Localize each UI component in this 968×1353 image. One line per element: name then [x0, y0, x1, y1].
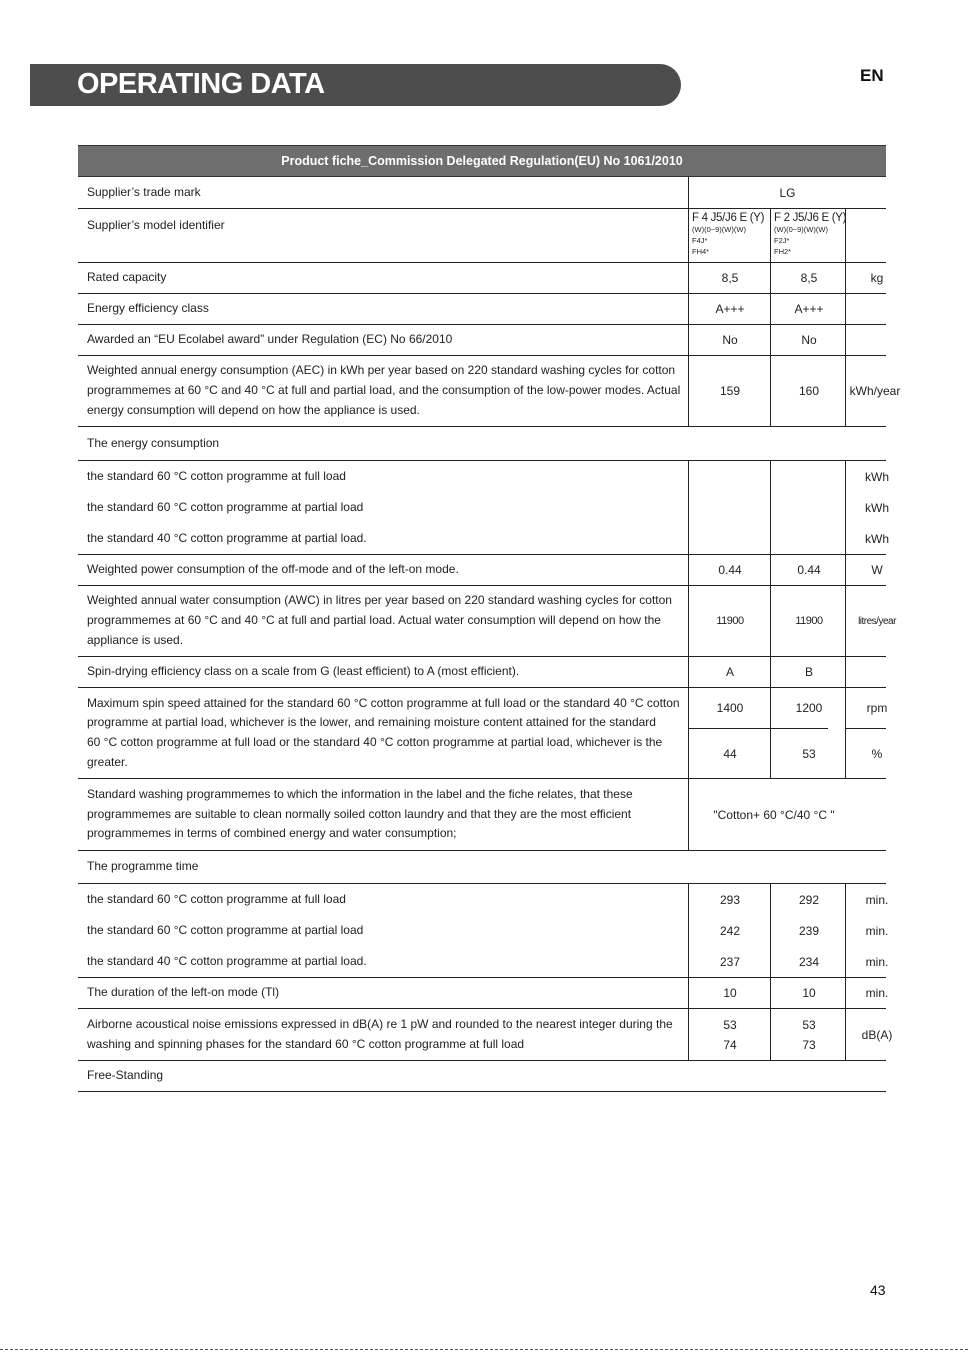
row-labels: the standard 60 °C cotton programme at full load the standard 60 °C cotton programme at partial load the standard 40 °C cotton programme at partial load. [87, 468, 367, 545]
unit: dB(A) [861, 1027, 893, 1042]
rpm-1: 1400 [716, 701, 744, 715]
value-1: 10 [723, 986, 737, 1000]
value-2: 10 [802, 986, 816, 1000]
value-1: A [725, 665, 734, 679]
row-label: Maximum spin speed attained for the standard 60 °C cotton programme at full load or the standard 40 °C cotton programme at partial load, whichever is the lower, and remaining moisture content attained for the standard 60 °C cotton programme at full load or the standard 40 °C cotton programme at partial load, whichever is the greater. [87, 695, 680, 769]
unit: kg [870, 271, 884, 285]
row-label: Supplier’s trade mark [87, 184, 201, 199]
section-heading: The energy consumption [87, 435, 220, 450]
value-2: 0.44 [797, 563, 821, 577]
value-2: No [801, 333, 817, 347]
value-1: No [722, 333, 738, 347]
row-label: Supplier’s model identifier [87, 218, 225, 232]
row-label: Airborne acoustical noise emissions expressed in dB(A) re 1 pW and rounded to the nearest integer during the washing and spinning phases for the standard 60 °C cotton programme at full load [87, 1016, 673, 1051]
row-trade-mark [78, 177, 886, 209]
row-energy-class [78, 294, 886, 325]
value-2: 160 [798, 384, 820, 398]
row-label: Weighted power consumption of the off-mode and of the left-on mode. [87, 562, 459, 577]
value-2: A+++ [794, 302, 824, 316]
value-1: 8,5 [721, 271, 739, 285]
row-left-on-duration [78, 978, 889, 1009]
unit: litres/year [858, 615, 896, 627]
row-label: The duration of the left-on mode (Tl) [87, 985, 280, 1000]
row-ecolabel [78, 325, 886, 356]
page-number: 43 [870, 1282, 886, 1298]
row-model-identifier [78, 209, 886, 263]
value-2: 11900 [795, 615, 823, 627]
row-rated-capacity [78, 263, 886, 294]
rpm-unit: rpm [866, 701, 888, 715]
programme-value: "Cotton+ 60 °C/40 °C " [713, 807, 835, 822]
row-noise [78, 1009, 893, 1061]
section-title-bar [30, 64, 681, 106]
model-2: F 2 J5/J6 E (Y) (W)(0~9)(W)(W) F2J* FH2* [774, 212, 847, 256]
row-programme-time-heading [78, 851, 886, 884]
row-awc [78, 586, 896, 657]
noise-values-2: 53 73 [802, 1017, 816, 1052]
value-1: 159 [719, 384, 741, 398]
product-fiche-table [78, 145, 901, 1092]
value-2: B [804, 665, 813, 679]
unit-column: kWh kWh kWh [865, 469, 889, 546]
row-programme-time [78, 884, 889, 978]
list-item: the standard 40 °C cotton programme at partial load. 237 234 min. [87, 954, 889, 969]
value-1: A+++ [715, 302, 745, 316]
list-item: the standard 60 °C cotton programme at partial load 242 239 min. [87, 922, 889, 938]
row-label: Free-Standing [87, 1068, 164, 1083]
row-standard-programmes [78, 779, 886, 851]
unit: kWh/year [849, 384, 901, 398]
row-label: Standard washing programmemes to which the information in the label and the fiche relates, that these programmemes are suitable to clean normally soiled cotton laundry and that they are the most efficient programmemes in terms of combined energy and water consumption; [87, 786, 633, 841]
moisture-1: 44 [723, 747, 737, 761]
unit: W [871, 563, 883, 577]
row-energy-heading [78, 427, 886, 461]
fiche-header: Product fiche_Commission Delegated Regulation(EU) No 1061/2010 [78, 145, 886, 177]
language-code: EN [860, 66, 884, 85]
row-spin-speed [78, 688, 886, 779]
row-label: Energy efficiency class [87, 301, 209, 316]
model-1: F 4 J5/J6 E (Y) (W)(0~9)(W)(W) F4J* FH4* [692, 212, 765, 256]
row-free-standing [78, 1061, 886, 1092]
moisture-unit: % [871, 747, 883, 761]
row-spin-class [78, 657, 886, 688]
value-1: 11900 [716, 615, 744, 627]
row-power-offmode [78, 555, 886, 586]
row-label: Awarded an “EU Ecolabel award” under Regulation (EC) No 66/2010 [87, 332, 453, 347]
row-label: Spin-drying efficiency class on a scale from G (least efficient) to A (most efficient). [87, 664, 520, 679]
row-label: Rated capacity [87, 270, 167, 285]
row-label: Weighted annual energy consumption (AEC) in kWh per year based on 220 standard washing cycles for cotton programmemes at 60 °C and 40 °C at full and partial load, and the consumption of the low-power modes. Actual energy consumption will depend on how the appliance is used. [87, 363, 681, 417]
unit: min. [865, 986, 889, 1000]
row-aec [78, 356, 901, 427]
noise-values-1: 53 74 [723, 1017, 737, 1052]
section-heading: The programme time [87, 859, 199, 874]
page-bottom-divider [0, 1349, 968, 1350]
trade-mark-value: LG [779, 185, 796, 200]
row-label: Weighted annual water consumption (AWC) in litres per year based on 220 standard washing cycles for cotton programmemes at 60 °C and 40 °C at full and partial load. Actual water consumption will depend on how the appliance is used. [87, 593, 672, 647]
list-item: the standard 60 °C cotton programme at full load 293 292 min. [87, 891, 889, 907]
value-2: 8,5 [800, 271, 818, 285]
rpm-2: 1200 [795, 701, 823, 715]
moisture-2: 53 [802, 747, 816, 761]
page-title: OPERATING DATA [77, 68, 325, 100]
value-1: 0.44 [718, 563, 742, 577]
row-energy-consumption [78, 461, 889, 555]
